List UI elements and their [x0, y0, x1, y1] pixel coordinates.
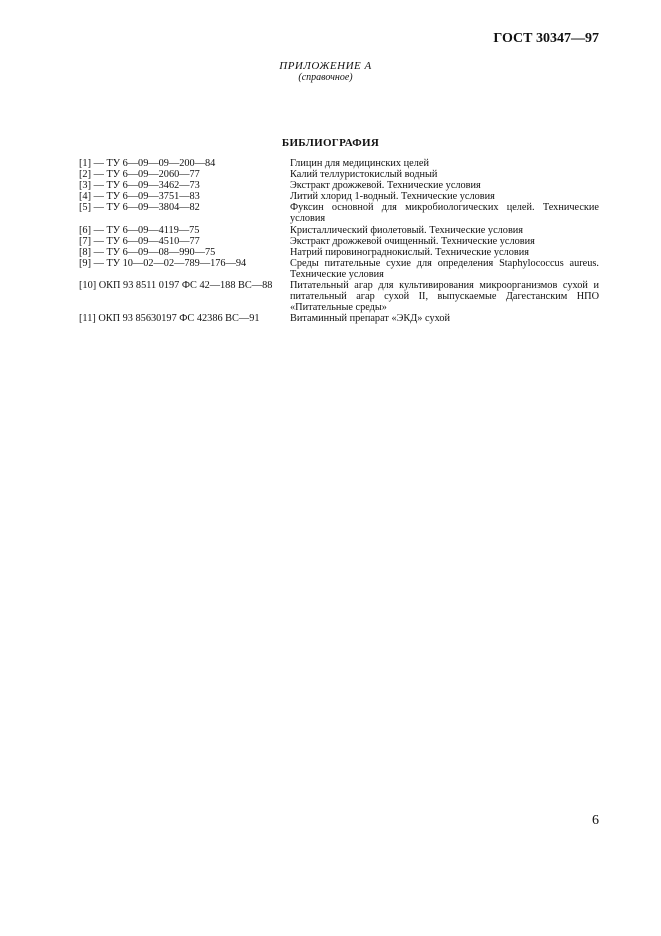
document-standard-number: ГОСТ 30347—97 [493, 31, 599, 46]
entry-description: Экстракт дрожжевой очищенный. Технические условия [290, 235, 535, 247]
bibliography-entry [79, 202, 599, 224]
entry-description: Экстракт дрожжевой. Технические условия [290, 180, 481, 192]
appendix-block [0, 60, 661, 84]
entry-reference: [2] — ТУ 6—09—2060—77 [79, 169, 200, 181]
entry-description: Витаминный препарат «ЭКД» сухой [290, 313, 451, 325]
bibliography-entry [79, 191, 599, 202]
page-number: 6 [592, 813, 599, 828]
entry-reference: [9] — ТУ 10—02—02—789—176—94 [79, 257, 247, 269]
entry-reference: [11] ОКП 93 85630197 ФС 42386 ВС—91 [79, 313, 260, 325]
bibliography-entry [79, 180, 599, 191]
entry-description: Среды питательные сухие для определения Staphylococcus aureus. Технические условия [290, 257, 599, 280]
bibliography-entry [79, 280, 599, 313]
entry-description: Натрий пировинограднокислый. Технические условия [290, 246, 529, 258]
bibliography-entry [79, 236, 599, 247]
entry-reference: [1] — ТУ 6—09—09—200—84 [79, 158, 216, 169]
appendix-subtitle: (справочное) [298, 72, 353, 83]
bibliography-list [79, 158, 599, 324]
entry-description: Фуксин основной для микробиологических целей. Технические условия [290, 202, 599, 225]
bibliography-entry [79, 258, 599, 280]
entry-description: Глицин для медицинских целей [290, 158, 429, 169]
entry-reference: [10] ОКП 93 8511 0197 ФС 42—188 ВС—88 [79, 280, 273, 292]
entry-description: Калий теллуристокислый водный [290, 169, 438, 181]
appendix-title: ПРИЛОЖЕНИЕ А [279, 60, 372, 72]
bibliography-heading: БИБЛИОГРАФИЯ [281, 137, 380, 149]
entry-reference: [7] — ТУ 6—09—4510—77 [79, 235, 200, 247]
bibliography-entry [79, 158, 599, 169]
bibliography-entry [79, 247, 599, 258]
entry-description: Литий хлорид 1-водный. Технические условия [290, 191, 495, 203]
bibliography-entry [79, 225, 599, 236]
entry-reference: [6] — ТУ 6—09—4119—75 [79, 224, 200, 236]
entry-reference: [4] — ТУ 6—09—3751—83 [79, 191, 200, 203]
entry-reference: [5] — ТУ 6—09—3804—82 [79, 202, 200, 214]
entry-reference: [8] — ТУ 6—09—08—990—75 [79, 246, 216, 258]
bibliography-entry [79, 169, 599, 180]
bibliography-entry [79, 313, 599, 324]
entry-description: Кристаллический фиолетовый. Технические условия [290, 224, 524, 236]
entry-description: Питательный агар для культивирования микроорганизмов сухой и питательный агар сухой II, выпускаемые Дагестанским НПО «Питательные среды» [290, 280, 599, 314]
entry-reference: [3] — ТУ 6—09—3462—73 [79, 180, 200, 192]
